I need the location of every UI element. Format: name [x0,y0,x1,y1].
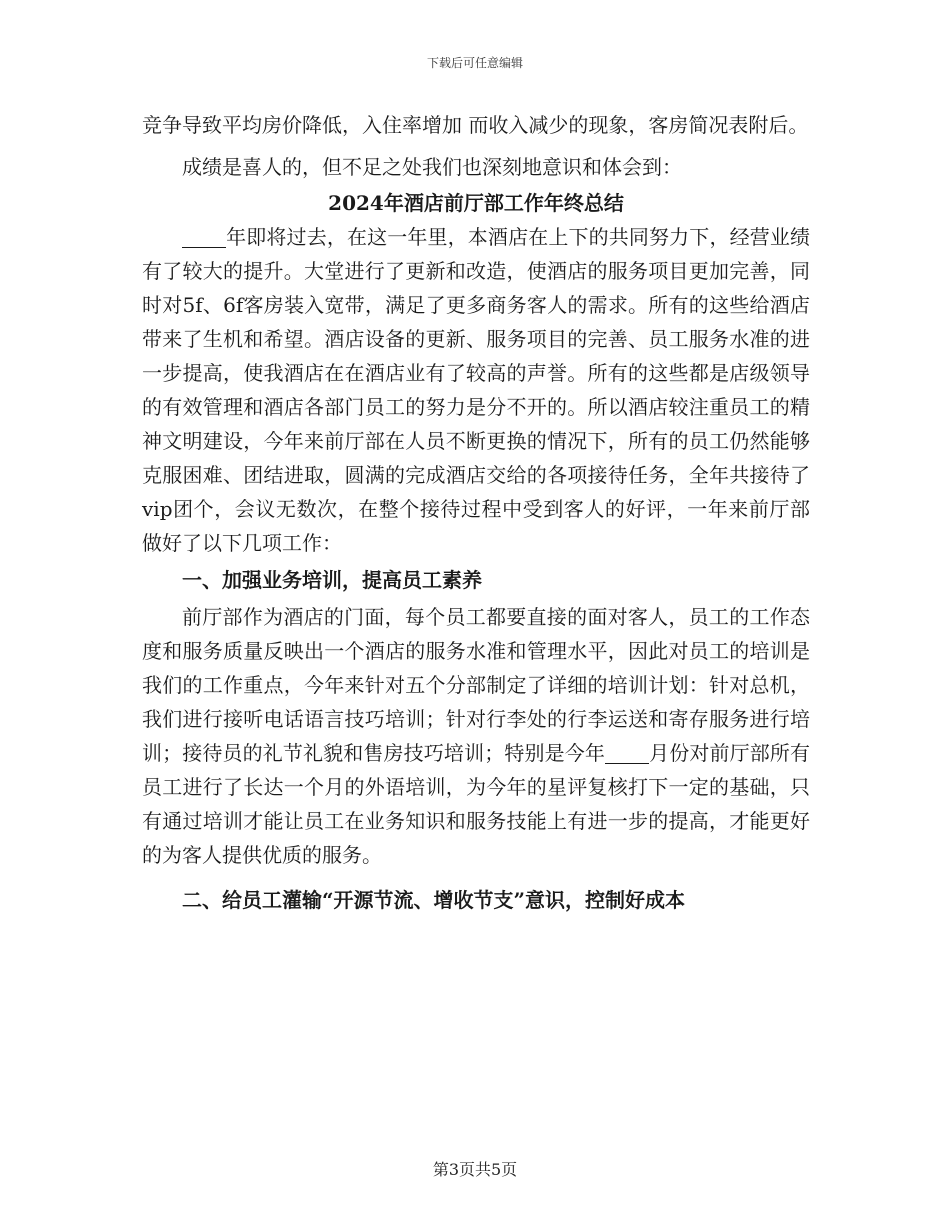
paragraph-shortcomings: 成绩是喜人的，但不足之处我们也深刻地意识和体会到： [182,155,682,179]
document-title: 2024年酒店前厅部工作年终总结 [328,191,624,215]
document-body [142,108,810,920]
page-footer: 第3页共5页 [432,1160,518,1179]
fill-blank [182,227,226,248]
paragraph-continued: 竞争导致平均房价降低，入住率增加 而收入减少的现象，客房简况表附后。 [142,113,809,137]
page-header: 下载后可任意编辑 [426,56,523,70]
paragraph-training [142,600,810,872]
fill-blank [605,743,649,764]
paragraph-intro-text: 年即将过去，在这一年里，本酒店在上下的共同努力下，经营业绩有了较大的提升。大堂进行了更新和改造，使酒店的服务项目更加完善，同时对5f、6f客房装入宽带，满足了更多商务客人的需求。所有的这些给酒店带来了生机和希望。酒店设备的更新、服务项目的完善、员工服务水准的进一步提高，使我酒店在在酒店业有了较高的声誉。所有的这些都是店级领导的有效管理和酒店各部门员工的努力是分不开的。所以酒店较注重员工的精神文明建设，今年来前厅部在人员不断更换的情况下，所有的员工仍然能够克服困难、团结进取，圆满的完成酒店交给的各项接待任务，全年共接待了vip团个，会议无数次，在整个接待过程中受到客人的好评，一年来前厅部做好了以下几项工作： [142,225,810,555]
section-heading-2: 二、给员工灌输“开源节流、增收节支”意识，控制好成本 [182,888,686,912]
paragraph-training-text: 前厅部作为酒店的门面，每个员工都要直接的面对客人，员工的工作态度和服务质量反映出一个酒店的服务水准和管理水平，因此对员工的培训是我们的工作重点，今年来针对五个分部制定了详细的培训计划：针对总机，我们进行接听电话语言技巧培训；针对行李处的行李运送和寄存服务进行培训；接待员的礼节礼貌和售房技巧培训；特别是今年 [142,605,810,765]
paragraph-training-text-2: 月份对前厅部所有员工进行了长达一个月的外语培训，为今年的星评复核打下一定的基础，只有通过培训才能让员工在业务知识和服务技能上有进一步的提高，才能更好的为客人提供优质的服务。 [142,741,811,867]
paragraph-intro [142,220,810,560]
section-heading-1: 一、加强业务培训，提高员工素养 [182,568,482,592]
